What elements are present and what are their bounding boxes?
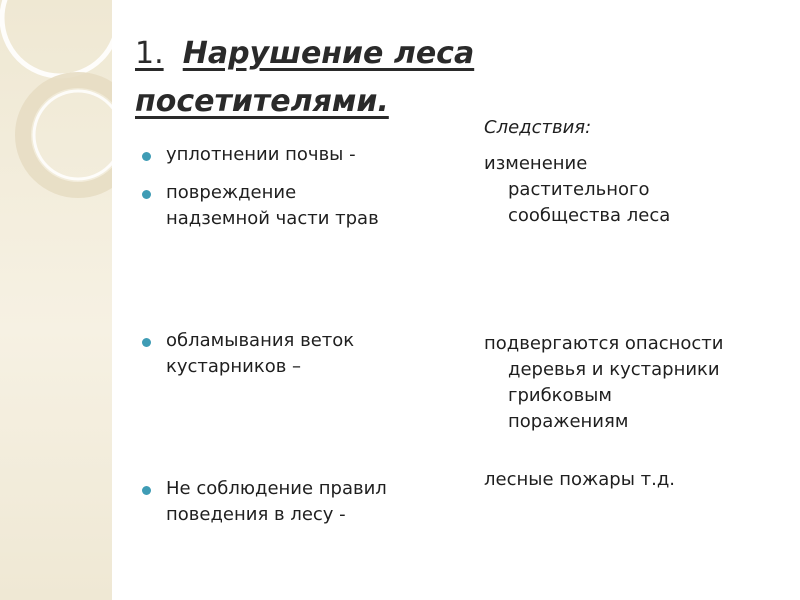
bullet-icon [142,338,151,347]
cause-item [142,142,442,168]
effect-item [484,151,784,229]
effect-line: растительного [508,179,650,200]
effect-line: деревья и кустарники [508,359,720,380]
effects-heading: Следствия: [484,117,592,138]
effect-line: сообщества леса [508,205,671,226]
effect-item [484,331,784,435]
cause-line: кустарников – [166,356,302,377]
title-text-line1: Нарушение леса [182,36,475,71]
effect-item [484,467,784,493]
decorative-rings-icon [0,0,112,260]
cause-item [142,476,442,528]
effect-line: изменение [484,153,588,174]
cause-line: надземной части трав [166,208,379,229]
cause-line: уплотнении почвы - [166,144,356,165]
decorative-sidebar [0,0,112,600]
slide-title [135,30,555,126]
cause-line: поведения в лесу - [166,504,346,525]
title-number: 1. [135,36,164,71]
effect-line: поражениям [508,411,629,432]
bullet-icon [142,190,151,199]
title-text-line2: посетителями. [135,84,389,119]
cause-line: Не соблюдение правил [166,478,387,499]
cause-item [142,180,442,232]
bullet-icon [142,152,151,161]
effect-line: грибковым [508,385,612,406]
cause-line: обламывания веток [166,330,355,351]
effect-line: подвергаются опасности [484,333,724,354]
effect-line: лесные пожары т.д. [484,469,676,490]
cause-item [142,328,442,380]
bullet-icon [142,486,151,495]
cause-line: повреждение [166,182,297,203]
